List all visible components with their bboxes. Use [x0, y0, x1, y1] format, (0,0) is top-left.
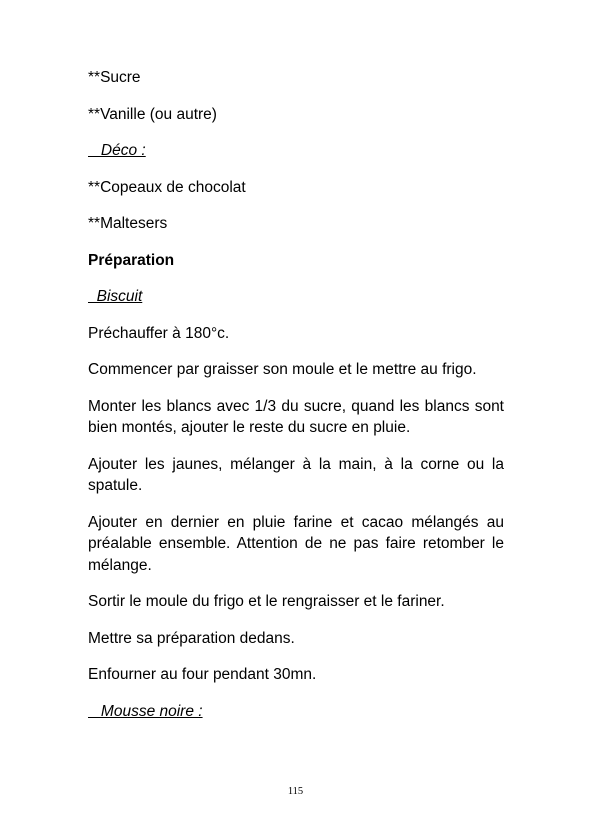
page-content [88, 67, 504, 737]
subheading-biscuit-text: Biscuit [88, 288, 143, 305]
step-enfourner: Enfourner au four pendant 30mn. [88, 666, 317, 683]
step-monter-blancs: Monter les blancs avec 1/3 du sucre, quand les blancs sont bien montés, ajouter le reste du sucre en pluie. [88, 397, 504, 436]
ingredient-copeaux: **Copeaux de chocolat [88, 178, 246, 196]
ingredient-maltesers: **Maltesers [88, 215, 168, 232]
step-ajouter-jaunes: Ajouter les jaunes, mélanger à la main, à la corne ou la spatule. [88, 455, 504, 494]
subheading-mousse-noire [88, 701, 504, 723]
step-ajouter-farine-cacao: Ajouter en dernier en pluie farine et cacao mélangés au préalable ensemble. Attention de ne pas faire retomber le mélange. [88, 513, 504, 574]
subheading-mousse-noire-text: Mousse noire : [88, 702, 203, 720]
subheading-biscuit [88, 286, 504, 308]
subheading-deco-text: Déco : [88, 142, 146, 159]
page-number: 115 [287, 786, 304, 797]
ingredient-vanille: **Vanille (ou autre) [88, 105, 217, 123]
step-mettre-preparation: Mettre sa préparation dedans. [88, 629, 295, 647]
step-graisser-moule: Commencer par graisser son moule et le mettre au frigo. [88, 361, 477, 378]
step-sortir-moule: Sortir le moule du frigo et le rengraisser et le fariner. [88, 593, 445, 610]
ingredient-sucre: **Sucre [88, 69, 141, 86]
section-heading-preparation: Préparation [88, 251, 175, 269]
step-prechauffer: Préchauffer à 180°c. [88, 324, 230, 342]
subheading-deco [88, 140, 504, 162]
